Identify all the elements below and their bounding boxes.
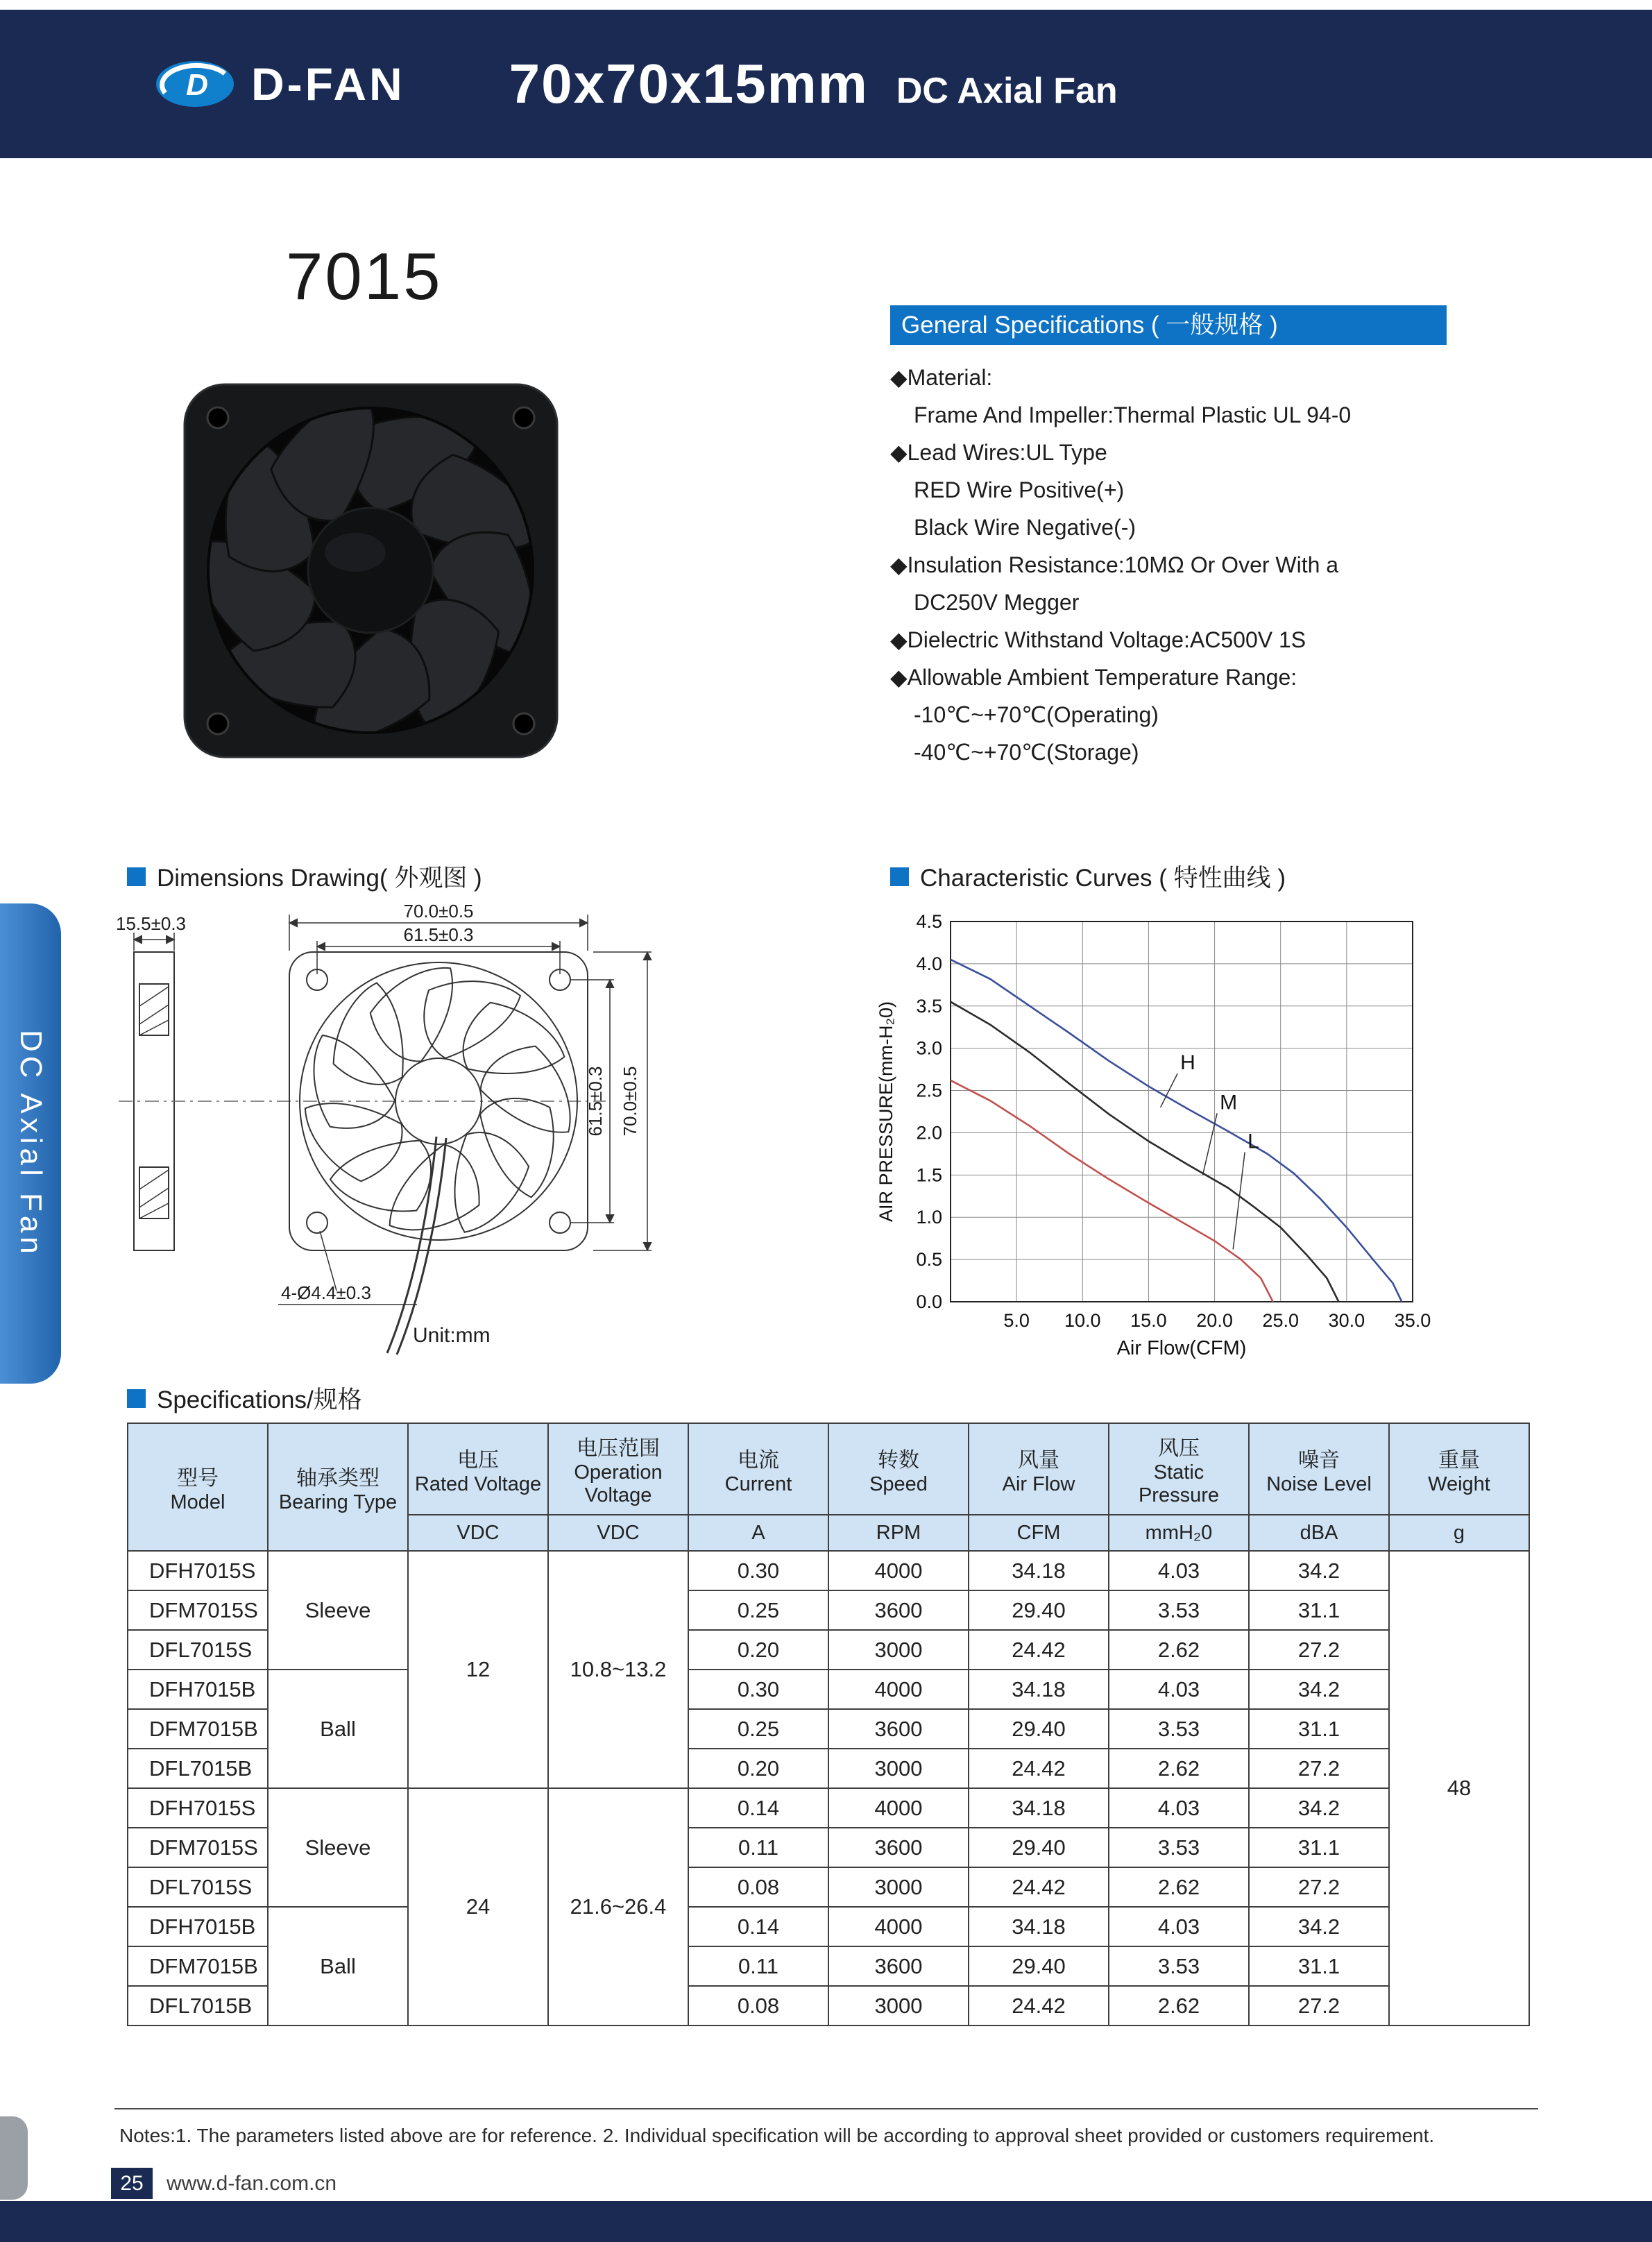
dim-thickness: 15.5±0.3 [116,913,187,934]
table-cell: 31.1 [1249,1709,1389,1749]
table-cell: 3000 [828,1749,969,1788]
col-header-operation_voltage: 电压范围 Operation Voltage [548,1423,688,1515]
table-cell: Ball [268,1907,408,2026]
fan-hub [308,508,433,633]
characteristic-curves-chart [876,905,1431,1368]
x-tick-label: 30.0 [1328,1310,1365,1331]
specifications-heading [127,1381,362,1416]
page-title [509,52,1118,116]
curve-label-L: L [1247,1130,1259,1153]
table-cell: 34.2 [1249,1551,1389,1590]
lead-wire [397,1138,446,1354]
col-unit-air_flow: CFM [969,1515,1109,1551]
table-cell: 12 [408,1551,548,1788]
table-cell: 3.53 [1109,1946,1249,1986]
fan-product-image [182,382,560,760]
table-cell: 2.62 [1109,1630,1249,1670]
y-axis-title: AIR PRESSURE(mm-H₂0) [876,1001,896,1223]
table-cell: 31.1 [1249,1590,1389,1630]
table-cell: 0.14 [688,1907,828,1946]
y-tick-label: 4.5 [916,911,942,932]
col-unit-rated_voltage: VDC [408,1515,548,1551]
gray-edge-tab [0,2116,28,2200]
table-row [128,1788,1529,1828]
x-tick-label: 20.0 [1196,1310,1233,1331]
table-cell: 10.8~13.2 [548,1551,688,1788]
product-type-title: DC Axial Fan [896,71,1118,111]
table-cell: 31.1 [1249,1946,1389,1986]
table-cell: DFM7015S [128,1828,268,1867]
table-cell: 3000 [828,1986,969,2026]
dimensions-heading [127,859,482,894]
website-text: www.d-fan.com.cn [167,2172,337,2195]
notes-text: Notes:1. The parameters listed above are for reference. 2. Individual specification will be according to approval sheet provided or customers requirement. [119,2125,1435,2146]
table-cell: 21.6~26.4 [548,1788,688,2026]
table-cell: DFL7015S [128,1630,268,1670]
table-cell: 29.40 [969,1590,1109,1630]
table-cell: 29.40 [969,1828,1109,1867]
table-cell: Ball [268,1670,408,1788]
y-tick-label: 2.5 [916,1080,942,1101]
table-cell: Sleeve [268,1788,408,1907]
side-tab-label: DC Axial Fan [14,1029,48,1258]
table-cell: 4.03 [1109,1670,1249,1709]
spec-item: Black Wire Negative(-) [914,515,1136,540]
table-cell: 0.11 [688,1946,828,1986]
col-header-weight: 重量 Weight [1389,1423,1529,1515]
dimensions-drawing [114,902,718,1381]
table-cell: 0.25 [688,1709,828,1749]
spec-table-body [128,1551,1529,2026]
y-tick-label: 1.0 [916,1207,942,1228]
table-cell: 3.53 [1109,1709,1249,1749]
general-specifications-list [890,359,1447,771]
spec-item: RED Wire Positive(+) [914,477,1125,502]
dim-height-holes: 61.5±0.3 [585,1066,606,1137]
table-cell: 4000 [828,1670,969,1709]
footer-divider [114,2108,1538,2109]
table-cell: 4000 [828,1907,969,1946]
unit-note: Unit:mm [413,1324,491,1347]
spec-item: ◆Dielectric Withstand Voltage:AC500V 1S [890,627,1306,652]
table-cell: DFL7015S [128,1867,268,1907]
table-cell: 34.2 [1249,1788,1389,1828]
table-cell: 0.25 [688,1590,828,1630]
table-cell: 0.08 [688,1867,828,1907]
chart-frame [951,922,1413,1302]
table-cell: DFL7015B [128,1986,268,2026]
dim-height-outer: 70.0±0.5 [620,1066,640,1137]
table-cell: 3000 [828,1867,969,1907]
screw-hole-icon [513,713,534,734]
blue-square-icon [127,867,146,886]
col-unit-speed: RPM [828,1515,969,1551]
col-header-bearing: 轴承类型 Bearing Type [268,1423,408,1551]
y-tick-label: 3.0 [916,1037,942,1059]
table-cell: DFM7015S [128,1590,268,1630]
size-title: 70x70x15mm [509,53,869,114]
curve-label-M: M [1220,1091,1238,1114]
table-cell: 27.2 [1249,1749,1389,1788]
dim-width-outer: 70.0±0.5 [403,902,474,922]
y-tick-label: 0.5 [916,1249,942,1271]
brand-logo [154,58,405,110]
table-cell: 2.62 [1109,1986,1249,2026]
specifications-heading-label: Specifications/规格 [157,1386,362,1413]
table-cell: 3600 [828,1946,969,1986]
spec-item: -10℃~+70℃(Operating) [914,702,1159,727]
table-cell: 34.18 [969,1670,1109,1709]
model-number: 7015 [286,239,443,314]
col-header-model: 型号 Model [128,1423,268,1551]
page-number-badge: 25 [111,2168,153,2199]
dimensions-heading-label: Dimensions Drawing( 外观图 ) [157,865,482,892]
side-tab-dc-axial-fan [0,903,61,1384]
brand-name: D-FAN [251,58,405,110]
table-cell: 27.2 [1249,1867,1389,1907]
blue-square-icon [127,1389,146,1408]
table-cell: 34.18 [969,1788,1109,1828]
bottom-bar [0,2201,1652,2242]
mounting-hole-icon [550,1212,570,1233]
table-cell: 34.18 [969,1907,1109,1946]
screw-hole-icon [513,407,534,428]
spec-item: DC250V Megger [914,590,1080,615]
table-cell: 3600 [828,1709,969,1749]
curve-H [951,960,1402,1302]
dim-holes: 4-Ø4.4±0.3 [281,1282,371,1303]
table-cell: 0.20 [688,1630,828,1670]
col-header-static_pressure: 风压 Static Pressure [1109,1423,1249,1515]
dim-width-holes: 61.5±0.3 [403,924,474,945]
svg-text:D: D [186,68,208,102]
table-cell: DFL7015B [128,1749,268,1788]
table-cell: 2.62 [1109,1749,1249,1788]
col-header-speed: 转数 Speed [828,1423,969,1515]
mounting-hole-icon [307,1212,327,1233]
brand-logo-icon [154,58,236,110]
table-cell: 29.40 [969,1946,1109,1986]
table-cell: 24.42 [969,1749,1109,1788]
table-cell: 3.53 [1109,1828,1249,1867]
fan-photo-svg [182,382,560,760]
spec-item: -40℃~+70℃(Storage) [914,740,1139,765]
table-cell: 24 [408,1788,548,2026]
table-cell: 0.08 [688,1986,828,2026]
col-header-current: 电流 Current [688,1423,828,1515]
table-cell: 4.03 [1109,1907,1249,1946]
table-cell: 0.11 [688,1828,828,1867]
table-cell: 0.20 [688,1749,828,1788]
spec-item: Frame And Impeller:Thermal Plastic UL 94-0 [914,402,1352,427]
table-cell: DFH7015S [128,1551,268,1590]
col-unit-static_pressure: mmH₂0 [1109,1515,1249,1551]
table-cell: 24.42 [969,1630,1109,1670]
spec-item: ◆Material: [890,365,993,390]
y-tick-label: 1.5 [916,1164,942,1186]
table-cell: 34.2 [1249,1670,1389,1709]
table-cell: 3600 [828,1590,969,1630]
dims-svg [114,902,718,1381]
table-cell: DFM7015B [128,1709,268,1749]
table-cell: 24.42 [969,1867,1109,1907]
table-cell: Sleeve [268,1551,408,1670]
curve-label-H: H [1180,1051,1195,1075]
curves-heading [890,859,1286,894]
table-cell: 3600 [828,1828,969,1867]
x-tick-label: 10.0 [1064,1310,1101,1331]
table-cell: 31.1 [1249,1828,1389,1867]
x-tick-label: 5.0 [1003,1310,1030,1331]
spec-item: ◆Allowable Ambient Temperature Range: [890,665,1297,690]
table-cell: 34.2 [1249,1907,1389,1946]
spec-item: ◆Insulation Resistance:10MΩ Or Over With a [890,552,1339,577]
table-cell: 3000 [828,1630,969,1670]
table-cell: 4.03 [1109,1788,1249,1828]
general-specifications-section [890,305,1447,771]
x-axis-title: Air Flow(CFM) [1116,1337,1247,1359]
x-tick-label: 25.0 [1262,1310,1299,1331]
table-cell: 4000 [828,1551,969,1590]
table-cell: 0.30 [688,1551,828,1590]
specifications-table [127,1423,1530,2026]
y-tick-label: 3.5 [916,995,942,1017]
table-row [128,1670,1529,1709]
table-cell: 4.03 [1109,1551,1249,1590]
curves-heading-label: Characteristic Curves ( 特性曲线 ) [920,865,1286,892]
table-cell: 34.18 [969,1551,1109,1590]
col-header-noise: 噪音 Noise Level [1249,1423,1389,1515]
table-cell: DFH7015B [128,1907,268,1946]
table-cell: 4000 [828,1788,969,1828]
col-unit-weight: g [1389,1515,1529,1551]
table-cell: 48 [1389,1551,1529,2026]
screw-hole-icon [207,407,228,428]
table-cell: 2.62 [1109,1867,1249,1907]
screw-hole-icon [207,713,228,734]
y-tick-label: 2.0 [916,1122,942,1144]
chart-svg [876,905,1431,1368]
table-cell: 0.14 [688,1788,828,1828]
col-unit-operation_voltage: VDC [548,1515,688,1551]
general-specifications-title: General Specifications ( 一般规格 ) [890,305,1447,345]
table-cell: 0.30 [688,1670,828,1709]
table-cell: DFH7015S [128,1788,268,1828]
table-cell: DFH7015B [128,1670,268,1709]
table-row [128,1551,1529,1590]
spec-item: ◆Lead Wires:UL Type [890,440,1107,465]
x-tick-label: 35.0 [1394,1310,1431,1331]
col-header-air_flow: 风量 Air Flow [969,1423,1109,1515]
y-tick-label: 4.0 [916,953,942,974]
col-unit-noise: dBA [1249,1515,1389,1551]
table-cell: DFM7015B [128,1946,268,1986]
col-header-rated_voltage: 电压 Rated Voltage [408,1423,548,1515]
table-cell: 3.53 [1109,1590,1249,1630]
spec-table-head [128,1423,1529,1551]
table-cell: 24.42 [969,1986,1109,2026]
table-cell: 29.40 [969,1709,1109,1749]
y-tick-label: 0.0 [916,1291,942,1312]
blue-square-icon [890,867,909,886]
table-cell: 27.2 [1249,1986,1389,2026]
col-unit-current: A [688,1515,828,1551]
x-tick-label: 15.0 [1130,1310,1167,1331]
table-cell: 27.2 [1249,1630,1389,1670]
header-banner [0,10,1652,158]
table-row [128,1907,1529,1946]
